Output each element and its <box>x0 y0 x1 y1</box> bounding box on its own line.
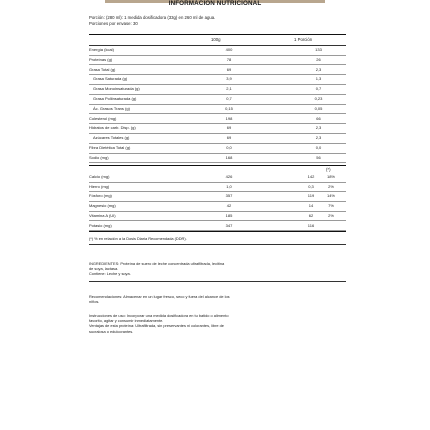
nutrient-portion: 2,3 <box>315 125 322 131</box>
row-divider <box>89 191 346 192</box>
mineral-per100: 347 <box>225 222 233 228</box>
mineral-dd-percent: 18% <box>326 174 335 179</box>
nutrient-portion: 26 <box>316 56 321 62</box>
mineral-portion: 14 <box>308 203 314 209</box>
nutrient-per100: 69 <box>226 125 232 131</box>
nutrient-label: Grasa Total (g) <box>89 66 116 72</box>
row-divider <box>89 201 346 202</box>
row-divider <box>89 220 346 221</box>
mineral-portion: 116 <box>307 222 315 228</box>
nutrient-portion: 0,23 <box>314 96 323 101</box>
mineral-dd-percent: 2% <box>328 212 334 218</box>
mineral-label: Fósforo (mg) <box>89 193 112 199</box>
nutrient-label: Ác. Grasos Trans (g) <box>93 105 130 111</box>
nutrient-label: Fibra Dietética Total (g) <box>89 145 131 150</box>
ingredients-block <box>89 261 351 277</box>
dd-footnote: (*) % en relación a la Dosis Diaria Recomendada (DDR). <box>89 236 187 241</box>
nutrient-portion: 1,3 <box>315 76 322 82</box>
row-divider <box>89 153 346 154</box>
row-divider <box>89 74 346 75</box>
dd-column-header: (*) <box>326 167 331 172</box>
nutrient-label: Grasa Saturada (g) <box>93 76 128 82</box>
mineral-label: Magnesio (mg) <box>89 203 116 209</box>
nutrient-per100: 2,1 <box>226 86 232 92</box>
nutrient-per100: 3,9 <box>226 76 232 82</box>
row-divider <box>89 162 346 163</box>
mineral-label: Vitamina A (UI) <box>89 212 116 218</box>
row-divider <box>89 182 346 183</box>
column-header-100g: 100g <box>211 37 221 42</box>
nutrient-portion: 56 <box>316 154 321 160</box>
storage-line-2: niños. <box>89 299 100 305</box>
divider-footnote <box>89 244 346 245</box>
nutrient-per100: 168 <box>225 154 233 160</box>
nutrient-per100: 69 <box>226 66 232 72</box>
row-divider <box>89 55 346 56</box>
nutrient-portion: 66 <box>316 115 321 121</box>
mineral-per100: 426 <box>225 174 233 179</box>
mineral-portion: 142 <box>307 174 315 179</box>
portions-per-package: Porciones por envase: 30 <box>89 21 138 26</box>
mineral-portion: 62 <box>308 212 314 218</box>
mineral-portion: 119 <box>307 193 315 199</box>
nutrient-per100: 78 <box>226 56 232 62</box>
mineral-per100: 1,0 <box>226 183 232 189</box>
nutrient-per100: 0,7 <box>226 96 232 101</box>
mineral-per100: 185 <box>225 212 233 218</box>
usage-line-1: Instrucciones de uso: Incorporar una medida dosificadora en tu batido o alimento <box>89 313 229 318</box>
nutrient-per100: 69 <box>226 135 232 141</box>
nutrient-portion: 133 <box>315 47 322 52</box>
nutrient-portion: 0,0 <box>315 145 322 150</box>
usage-line-2: favorito, agitar y consumir inmediatamente. <box>89 318 164 324</box>
nutrient-portion: 2,3 <box>315 66 322 72</box>
divider-ingredients <box>89 281 346 282</box>
nutrient-label: Azúcares Totales (g) <box>93 135 130 141</box>
divider-minerals-end <box>89 231 346 232</box>
nutrient-label: Grasa Poliinsaturada (g) <box>93 96 137 101</box>
divider-top <box>89 34 346 35</box>
label-title: INFORMACIÓN NUTRICIONAL <box>168 0 262 7</box>
nutrient-label: Proteínas (g) <box>89 56 113 62</box>
nutrient-label: Colesterol (mg) <box>89 115 117 121</box>
column-header-portion: 1 Porción <box>294 37 313 42</box>
row-divider <box>89 143 346 144</box>
mineral-per100: 357 <box>225 193 233 199</box>
usage-block <box>89 313 351 334</box>
row-divider <box>89 123 346 124</box>
contains-line: Contiene: Leche y soya. <box>89 271 131 277</box>
nutrient-portion: 2,3 <box>315 135 322 141</box>
mineral-dd-percent: 7% <box>328 203 334 209</box>
nutrient-per100: 0,0 <box>226 145 232 150</box>
mineral-label: Hierro (mg) <box>89 183 110 189</box>
mineral-label: Potasio (mg) <box>89 222 112 228</box>
row-divider <box>89 64 346 65</box>
row-divider <box>89 104 346 105</box>
nutrient-per100: 0,15 <box>225 105 233 111</box>
divider-header <box>89 45 346 46</box>
row-divider <box>89 94 346 95</box>
nutrient-portion: 0,7 <box>315 86 322 92</box>
portion-text: Porción: (280 ml): 1 medida dosificadora (33g) en 260 ml de agua. <box>89 15 216 20</box>
nutrient-per100: 400 <box>225 47 233 52</box>
ingredients-line-1: INGREDIENTES: Proteína de suero de leche concentrada ultrafiltrada, lecitina <box>89 261 225 266</box>
nutrient-label: Hidratos de carb. Disp. (g) <box>89 125 136 131</box>
storage-line-1: Recomendaciones: Almacenar en un lugar fresco, seco y fuera del alcance de los <box>89 294 230 299</box>
storage-block <box>89 294 351 304</box>
advantages-line-2: sucralosa o edulcorantes. <box>89 328 134 334</box>
divider-nutrients-end <box>89 165 346 166</box>
row-divider <box>89 113 346 114</box>
nutrient-label: Energía (kcal) <box>89 47 114 52</box>
mineral-per100: 42 <box>226 203 232 209</box>
row-divider <box>89 211 346 212</box>
mineral-dd-percent: 2% <box>328 183 334 189</box>
mineral-portion: 0,3 <box>308 183 314 189</box>
serving-info <box>89 15 359 27</box>
nutrient-label: Sodio (mg) <box>89 154 109 160</box>
mineral-label: Calcio (mg) <box>89 174 110 179</box>
advantages-line-1: Ventajas de esta proteína: Ultrafiltrada, sin preservantes ni colorantes, libre de <box>89 323 224 329</box>
nutrient-per100: 198 <box>225 115 233 121</box>
row-divider <box>89 84 346 85</box>
nutrient-portion: 0,05 <box>314 105 323 111</box>
nutrient-label: Grasa Monoinsaturada (g) <box>93 86 140 92</box>
ingredients-line-2: de soya, lactasa. <box>89 266 119 272</box>
mineral-dd-percent: 14% <box>326 193 335 199</box>
row-divider <box>89 133 346 134</box>
